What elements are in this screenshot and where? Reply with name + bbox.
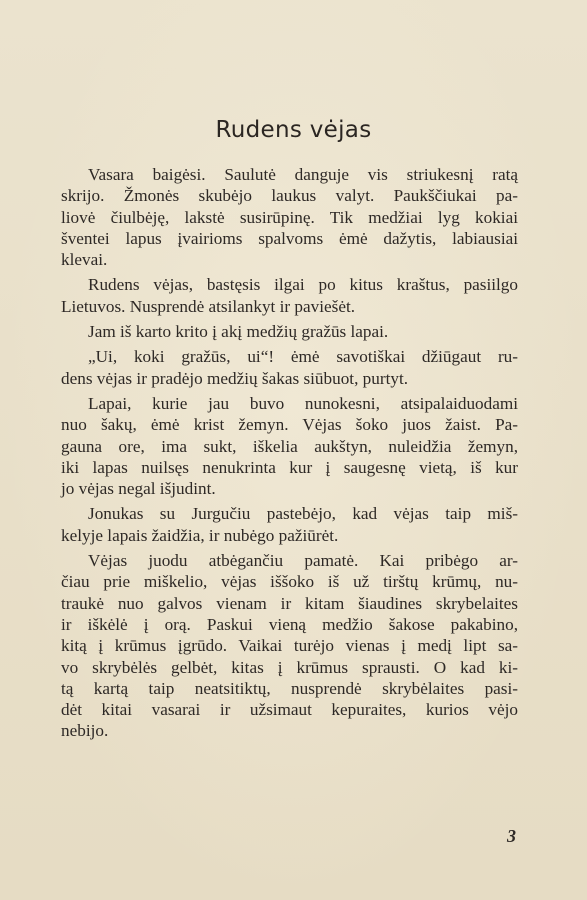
text-line: šventei lapus įvairioms spalvoms ėmė dažytis, labiausiai: [61, 228, 518, 248]
text-line: skrijo. Žmonės skubėjo laukus valyt. Paukščiukai pa-: [61, 186, 518, 206]
text-line: Vėjas juodu atbėgančiu pamatė. Kai pribėgo ar-: [88, 551, 518, 571]
text-line: Vasara baigėsi. Saulutė danguje vis striukesnį ratą: [88, 165, 518, 184]
paragraph: [61, 550, 518, 742]
text-line: kelyje lapais žaidžia, ir nubėgo pažiūrėt.: [61, 525, 339, 545]
story-body: [61, 164, 518, 746]
paragraph: [61, 503, 518, 546]
text-line: Rudens vėjas, bastęsis ilgai po kitus kraštus, pasiilgo: [88, 275, 518, 295]
text-line: kitą į krūmus įgrūdo. Vaikai turėjo vienas į medį lipt sa-: [61, 636, 518, 656]
paragraph: [61, 164, 518, 270]
text-line: iki lapas nuilsęs nenukrinta kur į saugesnę vietą, iš kur: [61, 457, 518, 477]
text-line: dens vėjas ir pradėjo medžių šakas siūbuot, purtyt.: [61, 368, 409, 388]
text-line: vo skrybėlės gelbėt, kitas į krūmus sprausti. O kad ki-: [61, 657, 518, 677]
text-line: Jam iš karto krito į akį medžių gražūs lapai.: [88, 322, 389, 342]
paragraph: [61, 393, 518, 499]
paragraph: [61, 346, 518, 389]
text-line: Jonukas su Jurgučiu pastebėjo, kad vėjas taip miš-: [88, 504, 518, 524]
text-line: klevai.: [61, 250, 108, 270]
text-line: liovė čiulbėję, lakstė susirūpinę. Tik medžiai lyg kokiai: [61, 207, 518, 227]
text-line: Lapai, kurie jau buvo nunokesni, atsipalaiduodami: [88, 393, 518, 413]
text-line: čiau prie miškelio, vėjas iššoko iš už tirštų krūmų, nu-: [61, 572, 518, 592]
text-line: Lietuvos. Nusprendė atsilankyt ir paviešėt.: [61, 296, 356, 316]
text-line: ir iškėlė į orą. Paskui vieną medžio šakose pakabino,: [61, 614, 518, 634]
text-line: traukė nuo galvos vienam ir kitam šiaudines skrybelaites: [61, 593, 518, 613]
page-number: 3: [507, 826, 516, 846]
story-title: Rudens vėjas: [215, 117, 372, 143]
text-line: gauna ore, ima sukt, iškelia aukštyn, nuleidžia žemyn,: [61, 436, 518, 456]
paragraph: [61, 321, 518, 342]
text-line: jo vėjas negal išjudint.: [61, 479, 216, 499]
text-line: nebijo.: [61, 721, 109, 741]
paragraph: [61, 274, 518, 317]
text-line: dėt kitai vasarai ir užsimaut kepuraites, kurios vėjo: [61, 700, 518, 720]
text-line: tą kartą taip neatsitiktų, nusprendė skrybėlaites pasi-: [61, 678, 518, 698]
text-line: „Ui, koki gražūs, ui“! ėmė savotiškai džiūgaut ru-: [88, 347, 518, 367]
text-line: nuo šakų, ėmė krist žemyn. Vėjas šoko juos žaist. Pa-: [61, 415, 518, 435]
